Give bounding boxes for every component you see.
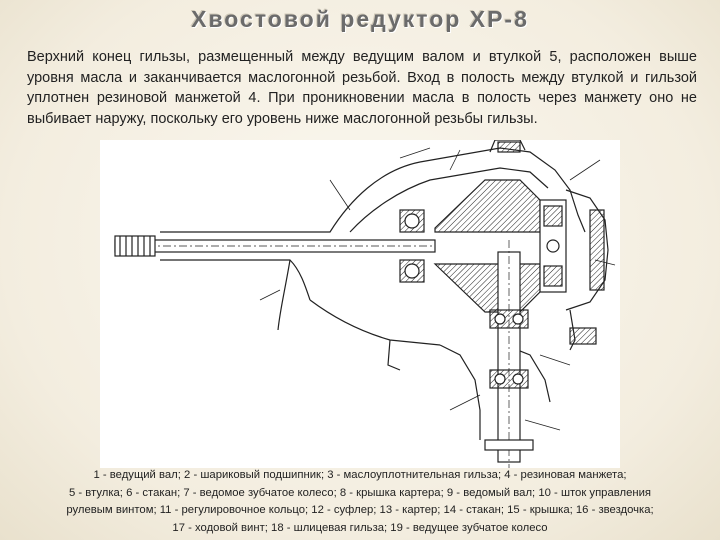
caption-line: рулевым винтом; 11 - регулировочное кольцо; 12 - суфлер; 13 - картер; 14 - стакан; 15 - крышка; 16 - звездочка; — [66, 504, 654, 516]
caption-line: 5 - втулка; 6 - стакан; 7 - ведомое зубчатое колесо; 8 - крышка картера; 9 - ведомый вал; 10 - шток управления — [68, 486, 652, 499]
caption-line: 1 - ведущий вал; 2 - шариковый подшипник; 3 - маслоуплотнительная гильза; 4 - резиновая манжета; — [93, 469, 627, 481]
description-paragraph: Верхний конец гильзы, размещенный между ведущим валом и втулкой 5, расположен выше уровня масла и заканчивается маслогонной резьбой. Вход в полость между втулкой и гильзой уплотнен резиновой манжетой 4. При проникновении масла в полость через манжету оно не выбивает наружу, поскольку его уровень ниже маслогонной резьбы гильзы. — [27, 49, 697, 127]
gearbox-drawing — [100, 140, 620, 468]
gearbox-cross-section-svg — [100, 140, 620, 468]
figure-caption — [12, 467, 708, 537]
slide-title: Хвостовой редуктор ХР-8 — [191, 6, 529, 32]
caption-line: 17 - ходовой винт; 18 - шлицевая гильза; 19 - ведущее зубчатое колесо — [172, 521, 548, 534]
driving-shaft — [115, 236, 435, 256]
housing-cover-right — [566, 190, 608, 350]
